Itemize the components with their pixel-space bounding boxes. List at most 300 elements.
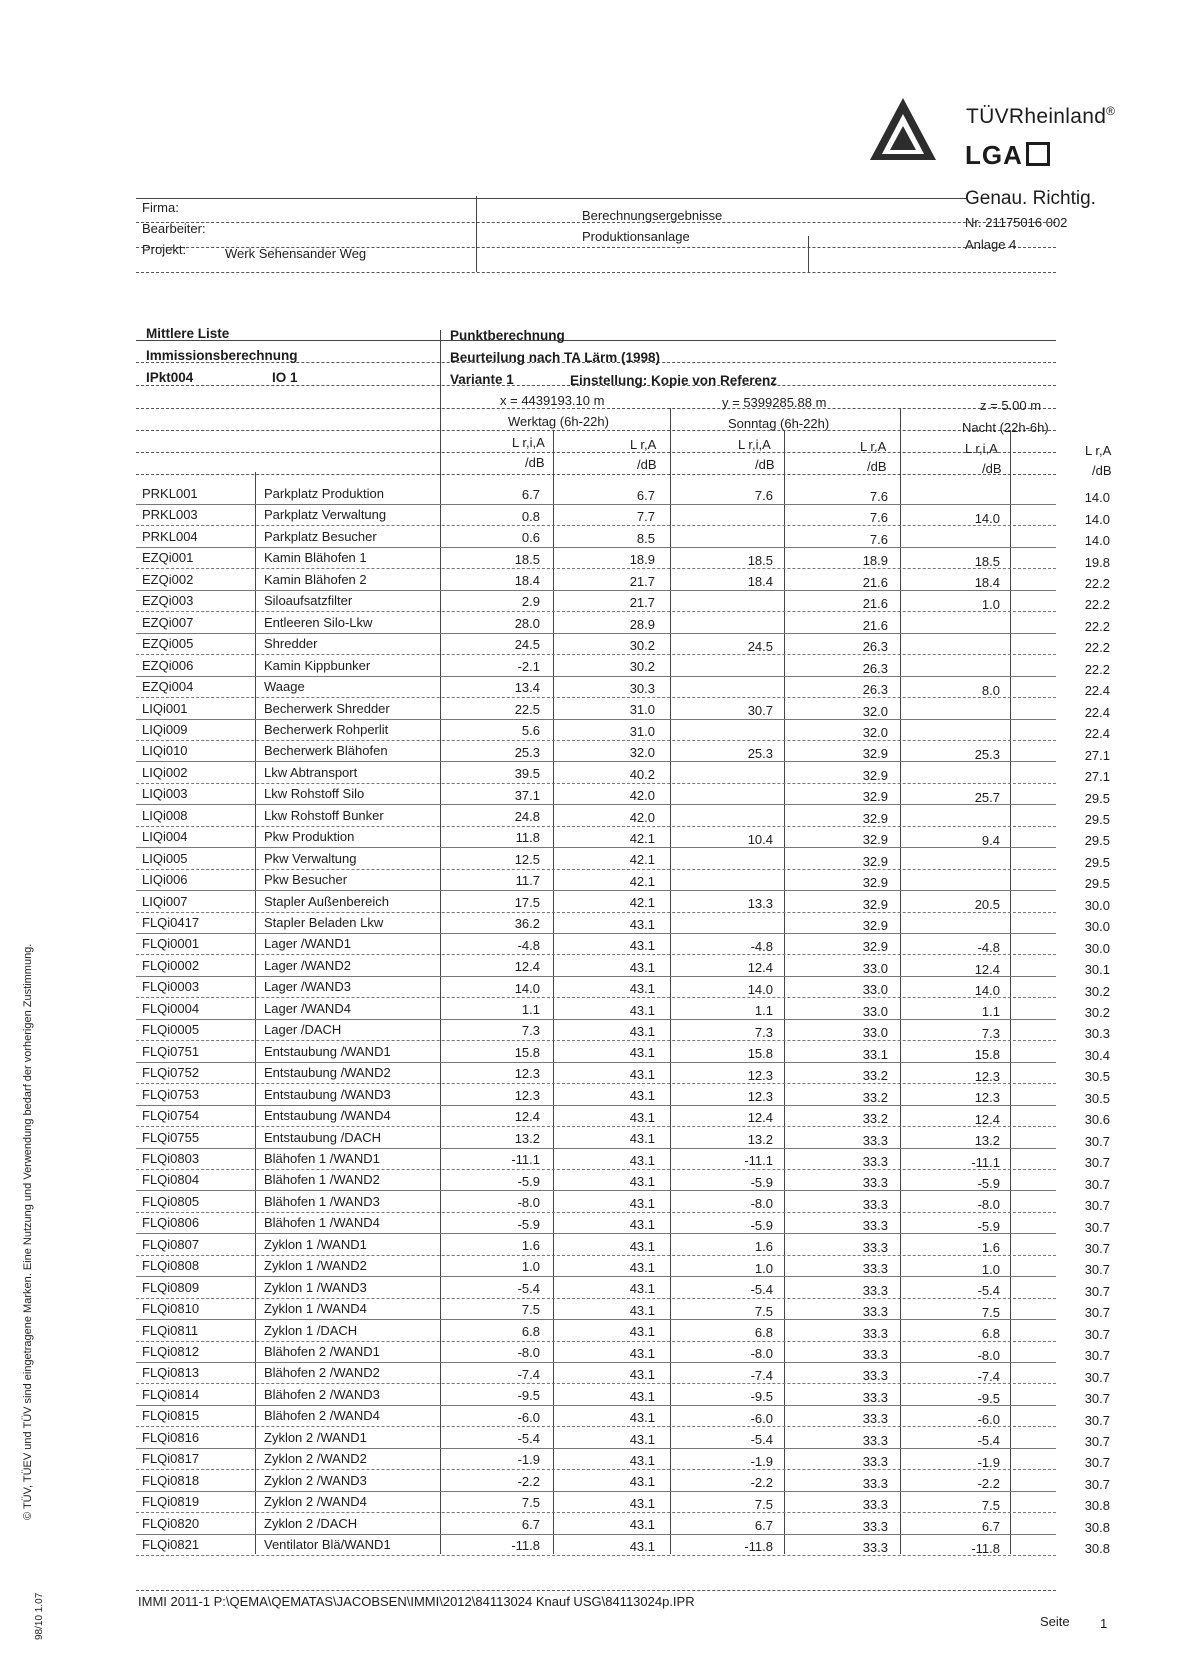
cell-id: EZQi004 — [142, 679, 194, 694]
projekt-value: Werk Sehensander Weg — [225, 246, 367, 261]
cell-w-lria: -7.4 — [517, 1367, 540, 1382]
cell-w-lra: 43.1 — [629, 1303, 655, 1318]
cell-w-lria: 0.6 — [521, 530, 540, 545]
cell-n-lra: 30.7 — [1084, 1262, 1110, 1277]
unit-2: /dB — [637, 457, 657, 472]
cell-n-lria: 12.4 — [974, 1112, 1000, 1127]
cell-id: EZQi003 — [142, 593, 194, 608]
cell-w-lria: 18.4 — [514, 573, 540, 588]
cell-n-lra: 30.7 — [1084, 1413, 1110, 1428]
cell-id: FLQi0816 — [142, 1430, 200, 1445]
cell-n-lria: -5.4 — [977, 1433, 1000, 1448]
cell-n-lra: 30.5 — [1084, 1091, 1110, 1106]
cell-label: Entstaubung /WAND2 — [264, 1065, 391, 1080]
col-nacht-lra: L r,A — [1085, 443, 1112, 458]
cell-s-lria: 7.3 — [754, 1025, 773, 1040]
cell-label: Ventilator Blä/WAND1 — [264, 1537, 391, 1552]
row-divider — [136, 1426, 1056, 1427]
cell-id: LIQi004 — [142, 829, 188, 844]
cell-s-lria: -11.1 — [744, 1153, 773, 1168]
cell-n-lra: 30.7 — [1084, 1220, 1110, 1235]
cell-s-lra: 33.2 — [862, 1068, 888, 1083]
cell-n-lria: 7.5 — [981, 1498, 1000, 1513]
footer-path: IMMI 2011-1 P:\QEMA\QEMATAS\JACOBSEN\IMMI\2012\84113024 Knauf USG\84113024p.IPR — [138, 1594, 695, 1609]
row-divider — [136, 1491, 1056, 1492]
cell-s-lria: 6.7 — [754, 1518, 773, 1533]
cell-w-lra: 43.1 — [629, 1432, 655, 1447]
cell-w-lria: -2.2 — [517, 1474, 540, 1489]
cell-w-lria: 12.4 — [514, 959, 540, 974]
cell-w-lra: 43.1 — [629, 1474, 655, 1489]
cell-n-lria: -8.0 — [977, 1197, 1000, 1212]
cell-s-lra: 32.0 — [862, 725, 888, 740]
block-io: IO 1 — [272, 370, 298, 385]
cell-label: Entstaubung /WAND1 — [264, 1044, 391, 1059]
row-divider — [136, 954, 1056, 955]
cell-id: FLQi0821 — [142, 1537, 200, 1552]
cell-id: FLQi0810 — [142, 1301, 200, 1316]
cell-w-lra: 43.1 — [629, 1517, 655, 1532]
row-divider — [136, 1255, 1056, 1256]
cell-label: Blähofen 1 /WAND3 — [264, 1194, 380, 1209]
cell-n-lria: 1.0 — [981, 597, 1000, 612]
cell-w-lra: 43.1 — [629, 1389, 655, 1404]
cell-label: Parkplatz Besucher — [264, 529, 377, 544]
cell-n-lra: 30.7 — [1084, 1370, 1110, 1385]
brand-sub: LGA — [965, 140, 1050, 171]
cell-label: Blähofen 1 /WAND4 — [264, 1215, 380, 1230]
cell-w-lra: 21.7 — [629, 595, 655, 610]
cell-s-lria: 24.5 — [747, 639, 773, 654]
block-title-2: Immissionsberechnung — [146, 348, 298, 363]
cell-n-lra: 30.8 — [1084, 1541, 1110, 1556]
cell-n-lria: -5.9 — [977, 1176, 1000, 1191]
cell-w-lra: 7.7 — [636, 509, 655, 524]
block-variante: Variante 1 — [450, 372, 514, 387]
cell-s-lra: 33.3 — [862, 1368, 888, 1383]
cell-w-lria: 5.6 — [521, 723, 540, 738]
cell-w-lra: 30.3 — [629, 681, 655, 696]
cell-w-lra: 43.1 — [629, 1260, 655, 1275]
cell-s-lria: 12.4 — [747, 960, 773, 975]
nacht-header: Nacht (22h-6h) — [962, 420, 1049, 435]
cell-w-lria: 11.8 — [515, 830, 540, 845]
cell-w-lra: 43.1 — [629, 1217, 655, 1232]
cell-id: LIQi007 — [142, 894, 188, 909]
cell-s-lria: 15.8 — [747, 1046, 773, 1061]
cell-w-lra: 31.0 — [629, 724, 655, 739]
cell-n-lra: 30.0 — [1084, 898, 1110, 913]
cell-s-lra: 33.3 — [862, 1454, 888, 1469]
cell-id: LIQi003 — [142, 786, 188, 801]
cell-label: Blähofen 2 /WAND1 — [264, 1344, 380, 1359]
brand-slogan: Genau. Richtig. — [965, 188, 1096, 209]
cell-id: FLQi0808 — [142, 1258, 200, 1273]
cell-s-lria: 7.5 — [754, 1497, 773, 1512]
werktag-header: Werktag (6h-22h) — [508, 414, 609, 429]
cell-n-lra: 29.5 — [1084, 833, 1110, 848]
cell-w-lria: 24.5 — [514, 637, 540, 652]
cell-n-lra: 22.2 — [1084, 619, 1110, 634]
cell-w-lra: 43.1 — [629, 938, 655, 953]
cell-id: EZQi005 — [142, 636, 194, 651]
cell-n-lra: 30.8 — [1084, 1498, 1110, 1513]
cell-w-lria: 0.8 — [521, 509, 540, 524]
cell-s-lria: 30.7 — [747, 703, 773, 718]
cell-label: Zyklon 1 /WAND2 — [264, 1258, 367, 1273]
cell-n-lria: -11.1 — [971, 1155, 1000, 1170]
cell-label: Blähofen 2 /WAND3 — [264, 1387, 380, 1402]
cell-w-lra: 43.1 — [629, 1024, 655, 1039]
block-beurteilung: Beurteilung nach TA Lärm (1998) — [450, 350, 661, 365]
cell-n-lra: 30.7 — [1084, 1305, 1110, 1320]
cell-s-lra: 33.3 — [862, 1240, 888, 1255]
cell-s-lra: 33.0 — [862, 982, 888, 997]
cell-label: Lager /WAND3 — [264, 979, 351, 994]
cell-s-lra: 33.1 — [862, 1047, 888, 1062]
cell-id: FLQi0814 — [142, 1387, 200, 1402]
cell-s-lra: 32.9 — [862, 768, 888, 783]
cell-n-lria: -7.4 — [977, 1369, 1000, 1384]
cell-id: FLQi0820 — [142, 1516, 200, 1531]
cell-w-lria: -11.8 — [511, 1538, 540, 1553]
cell-s-lria: -4.8 — [750, 939, 773, 954]
cell-id: FLQi0002 — [142, 958, 200, 973]
cell-s-lra: 32.9 — [862, 875, 888, 890]
cell-s-lria: 12.3 — [747, 1089, 773, 1104]
cell-id: FLQi0817 — [142, 1451, 200, 1466]
cell-w-lra: 43.1 — [629, 1453, 655, 1468]
cell-n-lria: 13.2 — [974, 1133, 1000, 1148]
cell-n-lra: 30.7 — [1084, 1455, 1110, 1470]
cell-s-lra: 26.3 — [862, 661, 888, 676]
cell-label: Zyklon 2 /WAND3 — [264, 1473, 367, 1488]
row-divider — [136, 890, 1056, 891]
cell-n-lria: 20.5 — [974, 897, 1000, 912]
cell-n-lria: 12.3 — [974, 1069, 1000, 1084]
cell-label: Kamin Blähofen 2 — [264, 572, 367, 587]
cell-label: Zyklon 2 /WAND1 — [264, 1430, 367, 1445]
cell-w-lria: -1.9 — [517, 1452, 540, 1467]
cell-n-lra: 30.7 — [1084, 1155, 1110, 1170]
cell-s-lria: 13.3 — [747, 896, 773, 911]
cell-w-lria: 6.7 — [521, 1517, 540, 1532]
cell-w-lria: -2.1 — [517, 659, 540, 674]
coord-y: y = 5399285.88 m — [722, 395, 827, 410]
cell-id: FLQi0753 — [142, 1087, 200, 1102]
row-divider — [136, 1405, 1056, 1406]
row-divider — [136, 997, 1056, 998]
cell-id: LIQi001 — [142, 701, 188, 716]
cell-id: PRKL001 — [142, 486, 198, 501]
cell-s-lria: 12.4 — [747, 1110, 773, 1125]
cell-n-lria: 25.3 — [974, 747, 1000, 762]
cell-n-lra: 22.2 — [1084, 662, 1110, 677]
footer-seite-label: Seite — [1040, 1614, 1070, 1629]
cell-n-lra: 30.5 — [1084, 1069, 1110, 1084]
cell-s-lra: 21.6 — [862, 618, 888, 633]
cell-w-lra: 43.1 — [629, 1346, 655, 1361]
cell-label: Kamin Kippbunker — [264, 658, 371, 673]
cell-label: Zyklon 2 /WAND2 — [264, 1451, 367, 1466]
cell-w-lra: 42.1 — [629, 895, 655, 910]
cell-s-lria: -5.4 — [750, 1282, 773, 1297]
cell-n-lra: 30.1 — [1084, 962, 1110, 977]
cell-w-lra: 43.1 — [629, 1003, 655, 1018]
cell-w-lra: 43.1 — [629, 1324, 655, 1339]
row-divider — [136, 1512, 1056, 1513]
cell-id: FLQi0751 — [142, 1044, 200, 1059]
cell-s-lra: 21.6 — [862, 575, 888, 590]
cell-w-lra: 42.1 — [629, 831, 655, 846]
cell-n-lra: 22.4 — [1084, 726, 1110, 741]
cell-s-lria: -8.0 — [750, 1346, 773, 1361]
cell-n-lra: 22.2 — [1084, 640, 1110, 655]
cell-w-lria: 24.8 — [514, 809, 540, 824]
row-divider — [136, 1169, 1056, 1170]
cell-s-lria: 6.8 — [754, 1325, 773, 1340]
cell-w-lra: 42.1 — [629, 874, 655, 889]
row-divider — [136, 912, 1056, 913]
cell-w-lria: -5.9 — [517, 1217, 540, 1232]
cell-label: Blähofen 1 /WAND1 — [264, 1151, 380, 1166]
side-form-code: 98/10 1.07 — [34, 1592, 45, 1640]
cell-w-lria: 1.1 — [521, 1002, 540, 1017]
cell-id: LIQi008 — [142, 808, 188, 823]
cell-label: Lager /WAND1 — [264, 936, 351, 951]
cell-s-lria: 1.1 — [754, 1003, 773, 1018]
row-divider — [136, 740, 1056, 741]
cell-s-lria: 7.5 — [754, 1304, 773, 1319]
unit-5: /dB — [982, 461, 1002, 476]
row-divider — [136, 1040, 1056, 1041]
cell-id: FLQi0755 — [142, 1130, 200, 1145]
cell-w-lria: 15.8 — [514, 1045, 540, 1060]
cell-s-lra: 33.3 — [862, 1390, 888, 1405]
cell-label: Parkplatz Produktion — [264, 486, 384, 501]
cell-n-lra: 30.0 — [1084, 919, 1110, 934]
coord-x: x = 4439193.10 m — [500, 393, 605, 408]
cell-w-lra: 18.9 — [629, 552, 655, 567]
cell-n-lra: 30.7 — [1084, 1477, 1110, 1492]
cell-s-lria: 10.4 — [747, 832, 773, 847]
cell-s-lra: 33.0 — [862, 1025, 888, 1040]
block-title-1: Mittlere Liste — [146, 326, 230, 341]
cell-id: LIQi010 — [142, 743, 188, 758]
cell-label: Kamin Blähofen 1 — [264, 550, 367, 565]
cell-w-lria: 11.7 — [515, 873, 540, 888]
cell-w-lria: 12.3 — [514, 1088, 540, 1103]
cell-w-lria: 1.6 — [521, 1238, 540, 1253]
cell-s-lria: 25.3 — [747, 746, 773, 761]
cell-w-lria: -5.9 — [517, 1174, 540, 1189]
cell-n-lria: -2.2 — [977, 1476, 1000, 1491]
cell-n-lria: 12.4 — [974, 962, 1000, 977]
cell-s-lra: 32.9 — [862, 832, 888, 847]
cell-label: Zyklon 1 /WAND1 — [264, 1237, 367, 1252]
cell-n-lra: 22.2 — [1084, 576, 1110, 591]
cell-id: EZQi007 — [142, 615, 194, 630]
cell-s-lria: -5.4 — [750, 1432, 773, 1447]
cell-s-lra: 33.2 — [862, 1090, 888, 1105]
cell-id: FLQi0803 — [142, 1151, 200, 1166]
brand-name: TÜVRheinland® — [966, 104, 1116, 128]
row-divider — [136, 1083, 1056, 1084]
cell-n-lra: 30.2 — [1084, 984, 1110, 999]
row-divider — [136, 1534, 1056, 1535]
cell-w-lra: 6.7 — [636, 488, 655, 503]
cell-label: Becherwerk Blähofen — [264, 743, 388, 758]
cell-s-lra: 32.9 — [862, 811, 888, 826]
cell-id: FLQi0003 — [142, 979, 200, 994]
row-divider — [136, 590, 1056, 591]
cell-w-lria: 12.3 — [514, 1066, 540, 1081]
row-divider — [136, 547, 1056, 548]
cell-w-lria: 17.5 — [514, 895, 540, 910]
cell-n-lra: 30.7 — [1084, 1391, 1110, 1406]
cell-s-lria: -8.0 — [750, 1196, 773, 1211]
cell-w-lria: 18.5 — [514, 552, 540, 567]
cell-s-lria: -2.2 — [750, 1475, 773, 1490]
cell-w-lria: 6.8 — [521, 1324, 540, 1339]
cell-n-lria: -6.0 — [977, 1412, 1000, 1427]
cell-n-lra: 27.1 — [1084, 748, 1110, 763]
cell-s-lra: 33.3 — [862, 1261, 888, 1276]
footer-seite-number: 1 — [1100, 1616, 1108, 1631]
row-divider — [136, 1298, 1056, 1299]
cell-w-lria: 2.9 — [521, 594, 540, 609]
cell-n-lra: 29.5 — [1084, 812, 1110, 827]
cell-s-lra: 33.3 — [862, 1218, 888, 1233]
coord-z: z = 5.00 m — [980, 398, 1042, 413]
cell-s-lra: 26.3 — [862, 639, 888, 654]
cell-n-lria: 6.7 — [981, 1519, 1000, 1534]
cell-s-lria: -5.9 — [750, 1175, 773, 1190]
col-sonntag-lra: L r,A — [860, 439, 887, 454]
cell-label: Stapler Außenbereich — [264, 894, 390, 909]
cell-s-lra: 33.3 — [862, 1283, 888, 1298]
row-divider — [136, 611, 1056, 612]
cell-label: Blähofen 2 /WAND4 — [264, 1408, 380, 1423]
cell-w-lria: 22.5 — [514, 702, 540, 717]
cell-w-lra: 43.1 — [629, 1281, 655, 1296]
unit-6: /dB — [1092, 463, 1112, 478]
cell-s-lra: 33.3 — [862, 1433, 888, 1448]
cell-id: FLQi0819 — [142, 1494, 200, 1509]
cell-s-lra: 7.6 — [869, 532, 888, 547]
cell-n-lra: 30.7 — [1084, 1241, 1110, 1256]
cell-s-lra: 26.3 — [862, 682, 888, 697]
cell-label: Lkw Rohstoff Bunker — [264, 808, 384, 823]
cell-id: EZQi002 — [142, 572, 194, 587]
cell-n-lria: -11.8 — [971, 1541, 1000, 1556]
cell-s-lria: 18.5 — [747, 553, 773, 568]
row-divider — [136, 568, 1056, 569]
cell-w-lra: 42.0 — [629, 788, 655, 803]
cell-label: Siloaufsatzfilter — [264, 593, 353, 608]
cell-n-lra: 27.1 — [1084, 769, 1110, 784]
cell-id: EZQi001 — [142, 550, 194, 565]
cell-s-lra: 33.3 — [862, 1497, 888, 1512]
cell-w-lria: 36.2 — [514, 916, 540, 931]
row-divider — [136, 761, 1056, 762]
cell-n-lria: 8.0 — [981, 683, 1000, 698]
cell-w-lria: -11.1 — [511, 1152, 540, 1167]
cell-id: LIQi006 — [142, 872, 188, 887]
cell-w-lra: 42.0 — [629, 810, 655, 825]
cell-w-lra: 40.2 — [629, 767, 655, 782]
bearbeiter-label: Bearbeiter: — [142, 221, 206, 236]
cell-w-lra: 21.7 — [629, 574, 655, 589]
block-punktberechnung: Punktberechnung — [450, 328, 565, 343]
row-divider — [136, 633, 1056, 634]
cell-s-lria: 7.6 — [754, 488, 773, 503]
row-divider — [136, 719, 1056, 720]
cell-w-lria: 13.2 — [514, 1131, 540, 1146]
cell-id: FLQi0813 — [142, 1365, 200, 1380]
sonntag-header: Sonntag (6h-22h) — [728, 416, 830, 431]
cell-n-lria: 1.1 — [981, 1004, 1000, 1019]
cell-w-lria: 7.5 — [521, 1302, 540, 1317]
row-divider — [136, 1469, 1056, 1470]
cell-s-lra: 32.9 — [862, 939, 888, 954]
cell-n-lria: -1.9 — [977, 1455, 1000, 1470]
cell-label: Entleeren Silo-Lkw — [264, 615, 373, 630]
cell-w-lra: 43.1 — [629, 1174, 655, 1189]
cell-id: FLQi0752 — [142, 1065, 200, 1080]
cell-n-lra: 14.0 — [1084, 512, 1110, 527]
block-ipkt: IPkt004 — [146, 370, 194, 385]
cell-n-lria: 1.6 — [981, 1240, 1000, 1255]
row-divider — [136, 676, 1056, 677]
cell-s-lra: 33.3 — [862, 1304, 888, 1319]
row-divider — [136, 804, 1056, 805]
cell-id: FLQi0818 — [142, 1473, 200, 1488]
cell-s-lria: 18.4 — [747, 574, 773, 589]
cell-label: Pkw Besucher — [264, 872, 348, 887]
cell-n-lra: 29.5 — [1084, 855, 1110, 870]
row-divider — [136, 525, 1056, 526]
cell-w-lra: 43.1 — [629, 1153, 655, 1168]
cell-label: Shredder — [264, 636, 318, 651]
cell-w-lria: -6.0 — [517, 1410, 540, 1425]
firma-label: Firma: — [142, 200, 179, 215]
row-divider — [136, 847, 1056, 848]
row-divider — [136, 1383, 1056, 1384]
row-divider — [136, 1062, 1056, 1063]
cell-w-lra: 30.2 — [629, 659, 655, 674]
cell-id: EZQi006 — [142, 658, 194, 673]
cell-s-lra: 32.9 — [862, 897, 888, 912]
cell-w-lra: 43.1 — [629, 1539, 655, 1554]
row-divider — [136, 1212, 1056, 1213]
cell-id: LIQi009 — [142, 722, 188, 737]
row-divider — [136, 1555, 1056, 1556]
unit-3: /dB — [755, 457, 775, 472]
cell-w-lria: -4.8 — [517, 938, 540, 953]
cell-id: LIQi002 — [142, 765, 188, 780]
cell-n-lra: 19.8 — [1084, 555, 1110, 570]
cell-w-lra: 43.1 — [629, 1088, 655, 1103]
cell-n-lra: 14.0 — [1084, 490, 1110, 505]
cell-s-lria: -1.9 — [750, 1454, 773, 1469]
row-divider — [136, 1319, 1056, 1320]
cell-w-lra: 8.5 — [636, 531, 655, 546]
cell-label: Lkw Rohstoff Silo — [264, 786, 365, 801]
cell-n-lra: 30.7 — [1084, 1177, 1110, 1192]
cell-n-lra: 29.5 — [1084, 791, 1110, 806]
cell-id: FLQi0001 — [142, 936, 200, 951]
